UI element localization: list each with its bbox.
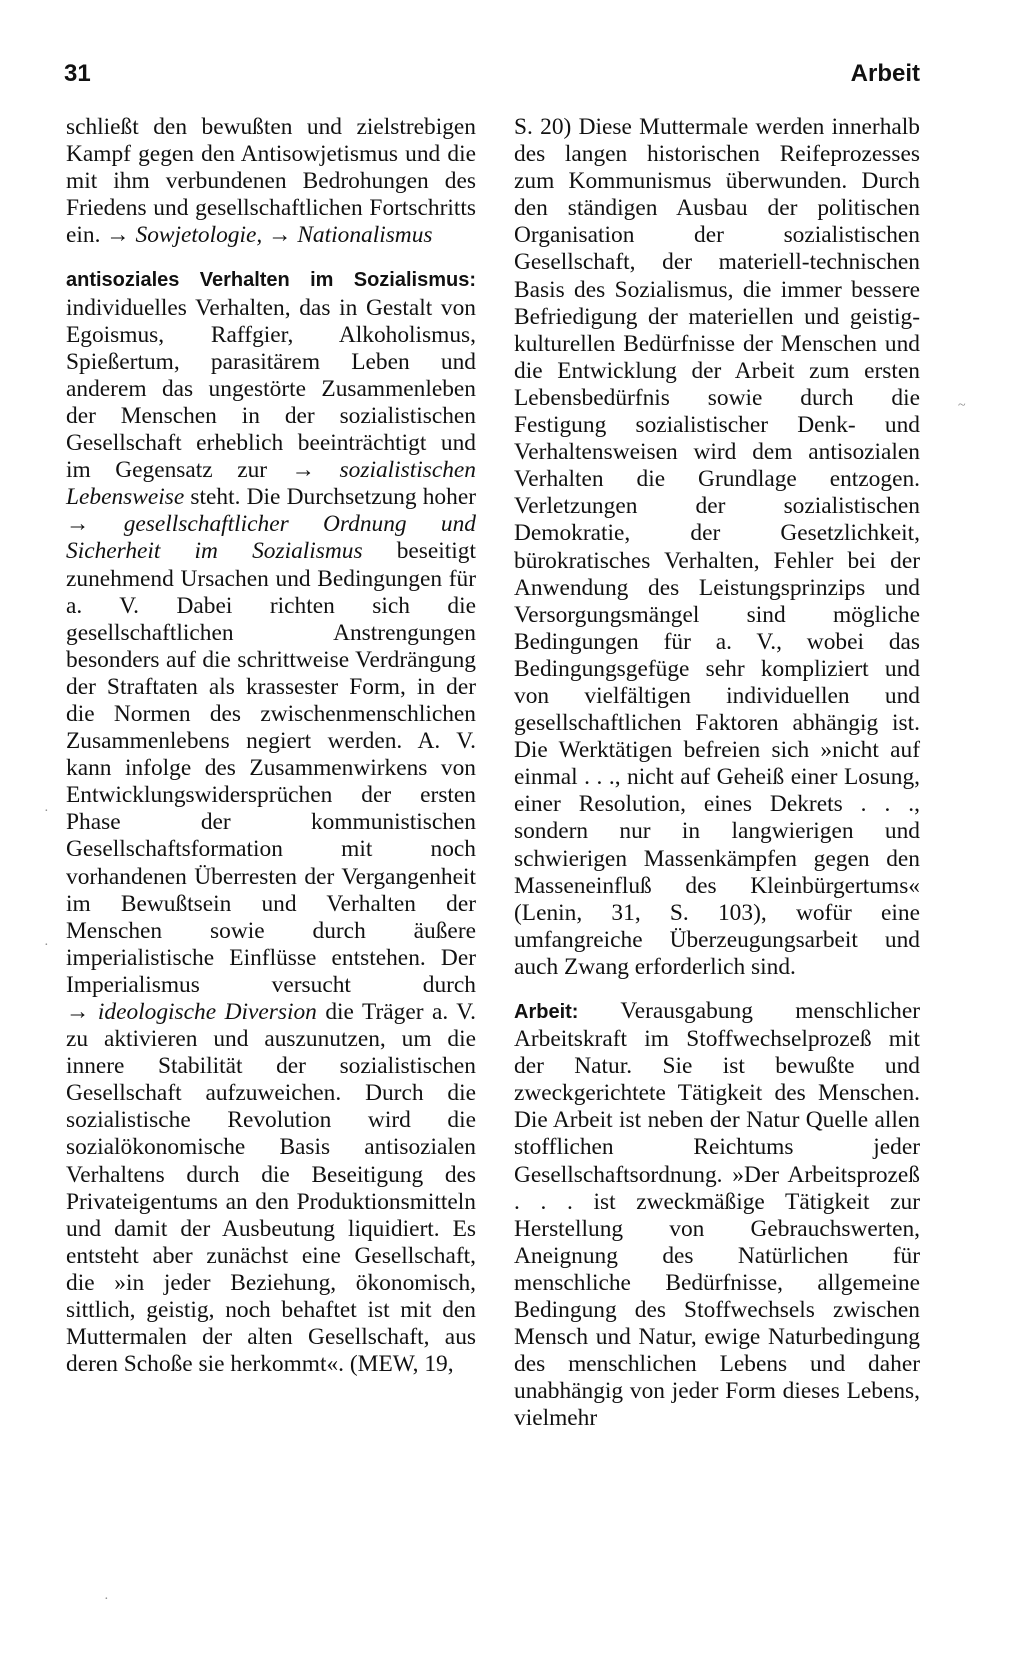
running-head: Arbeit xyxy=(850,60,920,87)
page-number: 31 xyxy=(64,60,91,87)
cross-reference-link[interactable]: Sowjetologie, xyxy=(135,222,263,249)
cross-reference-link[interactable]: Nationalismus xyxy=(297,222,433,249)
cross-reference-arrow: → xyxy=(106,222,130,249)
body-text: individuelles Verhalten, das in Gestalt von Egoismus, Raffgier, Alkoholismus, Spießertum, parasitärem Leben und anderem das ungestörte Zusammenleben der Menschen in der sozialistischen Gesellschaft erheblich beeinträchtigt und im Gegensatz zur xyxy=(66,294,476,484)
body-text: steht. Die Durchsetzung hoher xyxy=(184,484,476,511)
cross-reference-arrow: → xyxy=(268,222,292,249)
entry-arbeit xyxy=(514,998,920,1433)
scan-speck: ~ xyxy=(958,398,966,413)
body-text: beseitigt zunehmend Ursachen und Bedingungen für a. V. Dabei richten sich die gesellschaftlichen Anstrengungen besonders auf die schrittweise Verdrängung der Straftaten als krassester Form, in der die Normen des zwischenmenschlichen Zusammenlebens negiert werden. A. V. kann infolge des Zusammenwirkens von Entwicklungswidersprüchen der ersten Phase der kommunistischen Gesellschaftsformation mit noch vorhandenen Überresten der Vergangenheit im Bewußtsein und Verhalten der Menschen sowie durch äußere imperialistische Einflüsse entstehen. Der Imperialismus versucht durch xyxy=(66,538,476,998)
cross-reference-link[interactable]: ideologische Diversion xyxy=(97,999,317,1025)
entry-headword: Arbeit: xyxy=(514,1001,579,1023)
scan-speck: · xyxy=(44,804,49,819)
scan-speck: · xyxy=(104,1592,109,1607)
entry-continuation xyxy=(514,114,920,981)
body-text: S. 20) Diese Muttermale werden innerhalb des langen historischen Reifeprozesses zum Kommunismus überwunden. Durch den ständigen Ausbau der politischen Organisation der sozialistischen Gesellschaft, der materiell-technischen Basis des Sozialismus, die immer bessere Befriedigung der materiellen und geistig-kulturellen Bedürfnisse der Menschen und die Entwicklung der Arbeit zum ersten Lebensbedürfnis sowie durch die Festigung sozialistischer Denk- und Verhaltensweisen wird dem antisozialen Verhalten die Grundlage entzogen. Verletzungen der sozialistischen Demokratie, der Gesetzlichkeit, bürokratisches Verhalten, Fehler bei der Anwendung des Leistungsprinzips und Versorgungsmängel sind mögliche Bedingungen für a. V., wobei das Bedingungsgefüge sehr kompliziert und von vielfältigen individuellen und gesellschaftlichen Faktoren abhängig ist. Die Werktätigen befreien sich »nicht auf einmal . . ., nicht auf Geheiß einer Losung, einer Resolution, eines Dekrets . . ., sondern nur in langwierigen und schwierigen Massenkämpfen gegen den Masseneinfluß des Kleinbürgertums« (Lenin, 31, S. 103), wofür eine umfangreiche Überzeugungsarbeit und auch Zwang erforderlich sind. xyxy=(514,114,920,980)
left-column xyxy=(66,114,476,1378)
cross-reference-arrow: → xyxy=(291,457,315,484)
right-column xyxy=(514,114,920,1433)
cross-reference-arrow: → xyxy=(66,511,90,538)
entry-antisoziales-verhalten xyxy=(66,266,476,1378)
body-text: schließt den bewußten und zielstrebigen Kampf gegen den Antisowjetismus und die mit ihm verbundenen Bedrohungen des Friedens und gesellschaftlichen Fortschritts ein. xyxy=(66,114,476,249)
entry-continuation xyxy=(66,114,476,249)
cross-reference-arrow: → xyxy=(66,999,90,1025)
cross-reference-link[interactable]: sozialistischen Lebensweise xyxy=(66,457,476,511)
scan-speck: · xyxy=(44,938,49,953)
entry-headword: antisoziales Verhalten im Sozialismus: xyxy=(66,269,476,292)
cross-reference-link[interactable]: gesellschaftlicher Ordnung und Sicherheit im Sozialismus xyxy=(66,511,476,565)
body-text: Verausgabung menschlicher Arbeitskraft im Stoffwechselprozeß mit der Natur. Sie ist bewußte und zweckgerichtete Tätigkeit des Menschen. Die Arbeit ist neben der Natur Quelle allen stofflichen Reichtums jeder Gesellschaftsordnung. »Der Arbeitsprozeß . . . ist zweckmäßige Tätigkeit zur Herstellung von Gebrauchswerten, Aneignung des Natürlichen für menschliche Bedürfnisse, allgemeine Bedingung des Stoffwechsels zwischen Mensch und Natur, ewige Naturbedingung des menschlichen Lebens und daher unabhängig von jeder Form dieses Lebens, vielmehr xyxy=(514,998,920,1432)
body-text: die Träger a. V. zu aktivieren und auszunutzen, um die innere Stabilität der sozialistischen Gesellschaft aufzuweichen. Durch die sozialistische Revolution wird die sozialökonomische Basis antisozialen Verhaltens durch die Beseitigung des Privateigentums an den Produktionsmitteln und damit der Ausbeutung liquidiert. Es entsteht aber zunächst eine Gesellschaft, die »in jeder Beziehung, ökonomisch, sittlich, geistig, noch behaftet ist mit den Muttermalen der alten Gesellschaft, aus deren Schoße sie herkommt«. (MEW, 19, xyxy=(66,999,476,1378)
